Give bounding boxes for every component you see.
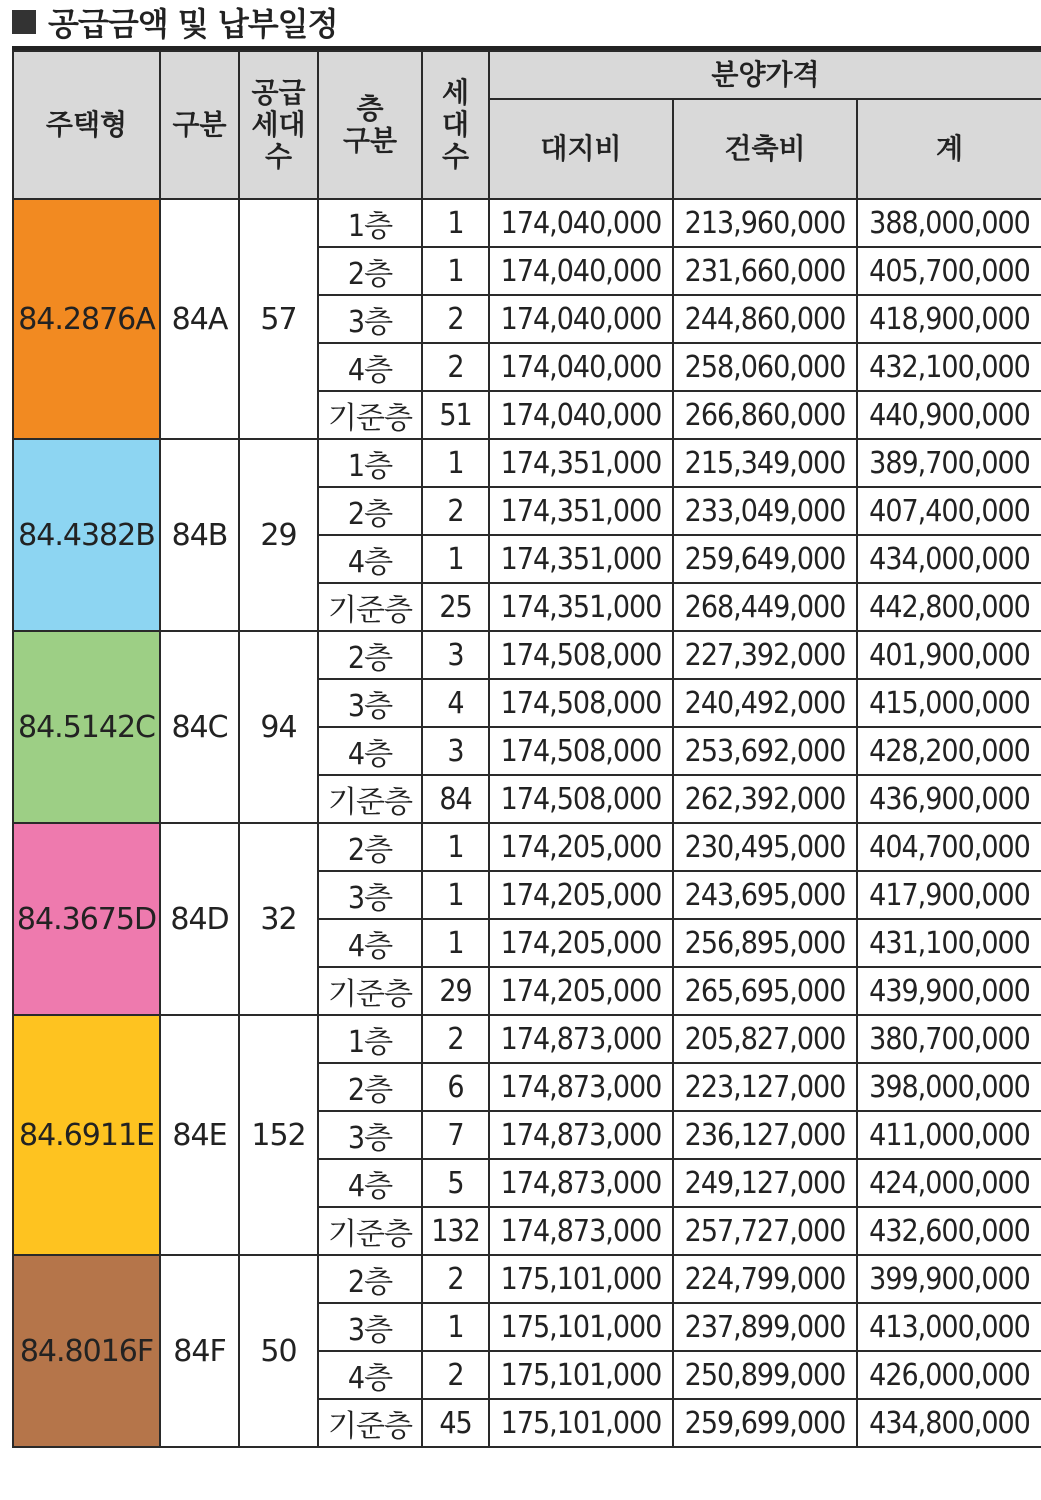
unit-type-cell: 84.2876A (13, 199, 160, 439)
total-price-cell: 428,200,000 (857, 727, 1041, 775)
table-row (13, 439, 1041, 487)
land-price-cell: 175,101,000 (489, 1255, 673, 1303)
table-row (13, 1015, 1041, 1063)
floor-cell: 기준층 (318, 1207, 422, 1255)
supply-units-cell: 57 (239, 199, 318, 439)
total-price-cell: 413,000,000 (857, 1303, 1041, 1351)
price-table (12, 50, 1041, 1448)
units-cell: 51 (422, 391, 489, 439)
building-price-cell: 215,349,000 (673, 439, 857, 487)
header-land: 대지비 (489, 99, 673, 199)
units-cell: 2 (422, 1351, 489, 1399)
floor-cell: 기준층 (318, 967, 422, 1015)
total-price-cell: 436,900,000 (857, 775, 1041, 823)
units-cell: 5 (422, 1159, 489, 1207)
building-price-cell: 259,699,000 (673, 1399, 857, 1447)
floor-cell: 1층 (318, 439, 422, 487)
floor-cell: 2층 (318, 487, 422, 535)
header-building: 건축비 (673, 99, 857, 199)
unit-type-cell: 84.6911E (13, 1015, 160, 1255)
units-cell: 2 (422, 487, 489, 535)
land-price-cell: 175,101,000 (489, 1399, 673, 1447)
header-supply-line3: 수 (264, 140, 293, 174)
floor-cell: 기준층 (318, 391, 422, 439)
total-price-cell: 431,100,000 (857, 919, 1041, 967)
total-price-cell: 424,000,000 (857, 1159, 1041, 1207)
unit-type-cell: 84.3675D (13, 823, 160, 1015)
total-price-cell: 399,900,000 (857, 1255, 1041, 1303)
building-price-cell: 268,449,000 (673, 583, 857, 631)
units-cell: 132 (422, 1207, 489, 1255)
land-price-cell: 174,873,000 (489, 1015, 673, 1063)
header-price-group: 분양가격 (489, 51, 1041, 99)
building-price-cell: 244,860,000 (673, 295, 857, 343)
units-cell: 1 (422, 871, 489, 919)
supply-units-cell: 50 (239, 1255, 318, 1447)
building-price-cell: 257,727,000 (673, 1207, 857, 1255)
building-price-cell: 240,492,000 (673, 679, 857, 727)
total-price-cell: 405,700,000 (857, 247, 1041, 295)
floor-cell: 4층 (318, 343, 422, 391)
header-floor-class (318, 51, 422, 199)
building-price-cell: 258,060,000 (673, 343, 857, 391)
land-price-cell: 174,205,000 (489, 823, 673, 871)
class-cell: 84D (160, 823, 239, 1015)
floor-cell: 3층 (318, 1111, 422, 1159)
building-price-cell: 231,660,000 (673, 247, 857, 295)
header-supply-line2: 세대 (251, 107, 306, 141)
class-cell: 84B (160, 439, 239, 631)
floor-cell: 1층 (318, 199, 422, 247)
units-cell: 1 (422, 439, 489, 487)
land-price-cell: 175,101,000 (489, 1351, 673, 1399)
unit-type-cell: 84.4382B (13, 439, 160, 631)
units-cell: 29 (422, 967, 489, 1015)
supply-units-cell: 152 (239, 1015, 318, 1255)
building-price-cell: 227,392,000 (673, 631, 857, 679)
units-cell: 7 (422, 1111, 489, 1159)
section-title (12, 0, 338, 44)
header-floor-line1: 층 (356, 91, 384, 125)
land-price-cell: 174,351,000 (489, 583, 673, 631)
building-price-cell: 223,127,000 (673, 1063, 857, 1111)
building-price-cell: 236,127,000 (673, 1111, 857, 1159)
header-total: 계 (857, 99, 1041, 199)
total-price-cell: 401,900,000 (857, 631, 1041, 679)
land-price-cell: 174,351,000 (489, 439, 673, 487)
header-units (422, 51, 489, 199)
class-cell: 84F (160, 1255, 239, 1447)
units-cell: 6 (422, 1063, 489, 1111)
units-cell: 25 (422, 583, 489, 631)
class-cell: 84C (160, 631, 239, 823)
building-price-cell: 249,127,000 (673, 1159, 857, 1207)
building-price-cell: 265,695,000 (673, 967, 857, 1015)
floor-cell: 기준층 (318, 583, 422, 631)
building-price-cell: 250,899,000 (673, 1351, 857, 1399)
land-price-cell: 174,040,000 (489, 199, 673, 247)
floor-cell: 2층 (318, 823, 422, 871)
floor-cell: 4층 (318, 535, 422, 583)
total-price-cell: 380,700,000 (857, 1015, 1041, 1063)
total-price-cell: 426,000,000 (857, 1351, 1041, 1399)
building-price-cell: 253,692,000 (673, 727, 857, 775)
total-price-cell: 432,100,000 (857, 343, 1041, 391)
floor-cell: 2층 (318, 1063, 422, 1111)
supply-units-cell: 32 (239, 823, 318, 1015)
units-cell: 1 (422, 199, 489, 247)
unit-type-cell: 84.8016F (13, 1255, 160, 1447)
land-price-cell: 175,101,000 (489, 1303, 673, 1351)
building-price-cell: 256,895,000 (673, 919, 857, 967)
total-price-cell: 440,900,000 (857, 391, 1041, 439)
units-cell: 2 (422, 1015, 489, 1063)
floor-cell: 3층 (318, 1303, 422, 1351)
floor-cell: 4층 (318, 919, 422, 967)
building-price-cell: 266,860,000 (673, 391, 857, 439)
land-price-cell: 174,351,000 (489, 487, 673, 535)
total-price-cell: 434,000,000 (857, 535, 1041, 583)
class-cell: 84A (160, 199, 239, 439)
land-price-cell: 174,040,000 (489, 391, 673, 439)
building-price-cell: 205,827,000 (673, 1015, 857, 1063)
units-cell: 84 (422, 775, 489, 823)
total-price-cell: 389,700,000 (857, 439, 1041, 487)
header-units-line1: 세 (441, 75, 470, 109)
units-cell: 2 (422, 343, 489, 391)
total-price-cell: 434,800,000 (857, 1399, 1041, 1447)
land-price-cell: 174,508,000 (489, 775, 673, 823)
total-price-cell: 439,900,000 (857, 967, 1041, 1015)
building-price-cell: 243,695,000 (673, 871, 857, 919)
building-price-cell: 230,495,000 (673, 823, 857, 871)
building-price-cell: 262,392,000 (673, 775, 857, 823)
units-cell: 45 (422, 1399, 489, 1447)
land-price-cell: 174,508,000 (489, 631, 673, 679)
price-table-body (13, 199, 1041, 1447)
total-price-cell: 432,600,000 (857, 1207, 1041, 1255)
total-price-cell: 442,800,000 (857, 583, 1041, 631)
land-price-cell: 174,873,000 (489, 1159, 673, 1207)
header-units-line2: 대 (441, 107, 470, 141)
units-cell: 1 (422, 247, 489, 295)
units-cell: 1 (422, 1303, 489, 1351)
units-cell: 1 (422, 919, 489, 967)
total-price-cell: 407,400,000 (857, 487, 1041, 535)
units-cell: 1 (422, 535, 489, 583)
table-row (13, 823, 1041, 871)
table-row (13, 1255, 1041, 1303)
land-price-cell: 174,873,000 (489, 1111, 673, 1159)
land-price-cell: 174,508,000 (489, 679, 673, 727)
header-type: 주택형 (13, 51, 160, 199)
total-price-cell: 417,900,000 (857, 871, 1041, 919)
floor-cell: 3층 (318, 295, 422, 343)
unit-type-cell: 84.5142C (13, 631, 160, 823)
supply-units-cell: 94 (239, 631, 318, 823)
floor-cell: 1층 (318, 1015, 422, 1063)
units-cell: 3 (422, 631, 489, 679)
header-supply-units (239, 51, 318, 199)
building-price-cell: 259,649,000 (673, 535, 857, 583)
supply-units-cell: 29 (239, 439, 318, 631)
units-cell: 3 (422, 727, 489, 775)
header-units-line3: 수 (441, 140, 470, 174)
header-floor-line2: 구분 (342, 124, 398, 157)
floor-cell: 4층 (318, 1159, 422, 1207)
land-price-cell: 174,205,000 (489, 919, 673, 967)
land-price-cell: 174,351,000 (489, 535, 673, 583)
building-price-cell: 224,799,000 (673, 1255, 857, 1303)
total-price-cell: 404,700,000 (857, 823, 1041, 871)
total-price-cell: 411,000,000 (857, 1111, 1041, 1159)
floor-cell: 3층 (318, 871, 422, 919)
land-price-cell: 174,205,000 (489, 871, 673, 919)
units-cell: 2 (422, 295, 489, 343)
land-price-cell: 174,040,000 (489, 247, 673, 295)
table-row (13, 199, 1041, 247)
header-class: 구분 (160, 51, 239, 199)
floor-cell: 기준층 (318, 1399, 422, 1447)
floor-cell: 2층 (318, 1255, 422, 1303)
table-row (13, 631, 1041, 679)
section-title-text: 공급금액 및 납부일정 (48, 5, 338, 43)
total-price-cell: 388,000,000 (857, 199, 1041, 247)
class-cell: 84E (160, 1015, 239, 1255)
land-price-cell: 174,040,000 (489, 343, 673, 391)
units-cell: 4 (422, 679, 489, 727)
total-price-cell: 418,900,000 (857, 295, 1041, 343)
total-price-cell: 415,000,000 (857, 679, 1041, 727)
land-price-cell: 174,508,000 (489, 727, 673, 775)
floor-cell: 4층 (318, 1351, 422, 1399)
building-price-cell: 213,960,000 (673, 199, 857, 247)
units-cell: 1 (422, 823, 489, 871)
land-price-cell: 174,873,000 (489, 1063, 673, 1111)
square-bullet-icon (12, 10, 36, 34)
building-price-cell: 237,899,000 (673, 1303, 857, 1351)
floor-cell: 기준층 (318, 775, 422, 823)
floor-cell: 4층 (318, 727, 422, 775)
floor-cell: 2층 (318, 247, 422, 295)
floor-cell: 3층 (318, 679, 422, 727)
land-price-cell: 174,873,000 (489, 1207, 673, 1255)
header-supply-line1: 공급 (251, 75, 306, 109)
total-price-cell: 398,000,000 (857, 1063, 1041, 1111)
land-price-cell: 174,205,000 (489, 967, 673, 1015)
units-cell: 2 (422, 1255, 489, 1303)
land-price-cell: 174,040,000 (489, 295, 673, 343)
building-price-cell: 233,049,000 (673, 487, 857, 535)
floor-cell: 2층 (318, 631, 422, 679)
